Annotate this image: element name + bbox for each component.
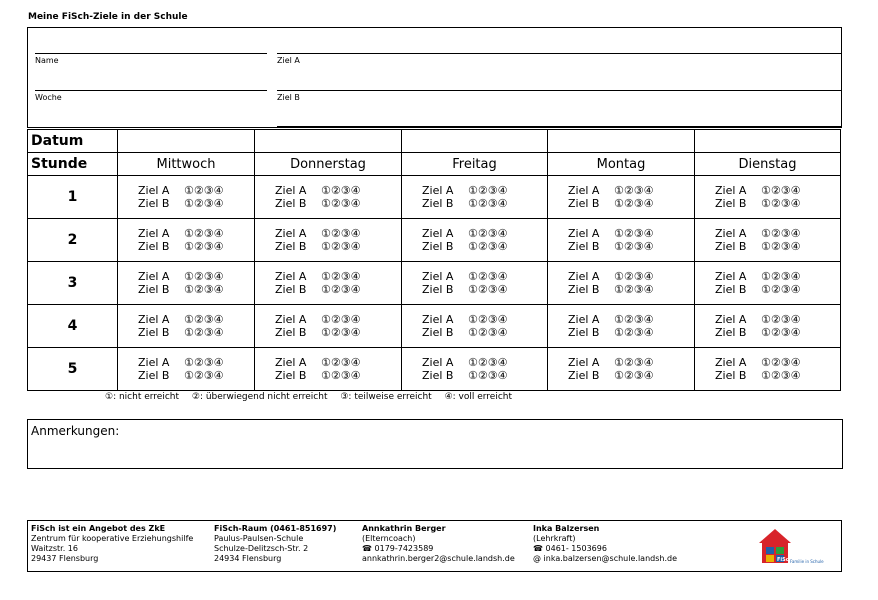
rating-scale[interactable]: ①②③④ xyxy=(761,227,801,240)
ziel-a-rating[interactable] xyxy=(548,356,694,369)
hour-row xyxy=(28,262,841,305)
rating-scale[interactable]: ①②③④ xyxy=(761,356,801,369)
rating-scale[interactable]: ①②③④ xyxy=(761,270,801,283)
footer-line: (Lehrkraft) xyxy=(533,534,576,543)
rating-scale[interactable]: ①②③④ xyxy=(321,313,361,326)
goal-label: Ziel A xyxy=(568,356,600,369)
name-label: Name xyxy=(35,56,59,65)
goal-label: Ziel A xyxy=(568,313,600,326)
ziel-a-label: Ziel A xyxy=(277,56,300,65)
footer-email[interactable]: @ inka.balzersen@schule.landsh.de xyxy=(533,554,677,563)
datum-row xyxy=(28,130,841,153)
ziel-a-rating[interactable] xyxy=(548,313,694,326)
rating-scale[interactable]: ①②③④ xyxy=(614,197,654,210)
legend-item: ①: nicht erreicht xyxy=(105,392,180,402)
ziel-a-rating[interactable] xyxy=(118,270,254,283)
footer-col-zke xyxy=(31,524,193,564)
rating-scale[interactable]: ①②③④ xyxy=(321,283,361,296)
goal-label: Ziel A xyxy=(422,356,454,369)
ziel-b-rating[interactable] xyxy=(255,283,401,296)
ziel-b-rating[interactable] xyxy=(402,369,547,382)
goal-rating-cell xyxy=(402,219,548,262)
goal-rating-cell xyxy=(548,305,695,348)
rating-scale[interactable]: ①②③④ xyxy=(468,270,508,283)
footer-line: Annkathrin Berger xyxy=(362,524,446,533)
ziel-b-rating[interactable] xyxy=(695,197,840,210)
goal-label: Ziel B xyxy=(138,240,170,253)
goal-rating-cell xyxy=(255,262,402,305)
legend-item: ③: teilweise erreicht xyxy=(340,392,432,402)
ziel-b-rating[interactable] xyxy=(548,369,694,382)
goal-label: Ziel A xyxy=(422,227,454,240)
woche-line[interactable] xyxy=(35,90,267,91)
goal-label: Ziel A xyxy=(275,227,307,240)
footer-line: Inka Balzersen xyxy=(533,524,600,533)
goal-label: Ziel A xyxy=(715,313,747,326)
goal-label: Ziel B xyxy=(715,369,747,382)
ziel-b-rating[interactable] xyxy=(402,326,547,339)
rating-scale[interactable]: ①②③④ xyxy=(468,240,508,253)
goal-label: Ziel A xyxy=(138,270,170,283)
goal-label: Ziel B xyxy=(275,283,307,296)
rating-scale[interactable]: ①②③④ xyxy=(468,197,508,210)
ziel-b-line-2[interactable] xyxy=(277,126,842,127)
rating-scale[interactable]: ①②③④ xyxy=(468,283,508,296)
rating-scale[interactable]: ①②③④ xyxy=(184,326,224,339)
rating-scale[interactable]: ①②③④ xyxy=(468,369,508,382)
footer xyxy=(27,520,842,572)
day-header: Montag xyxy=(548,153,695,176)
hour-number: 2 xyxy=(28,219,118,262)
hour-number: 3 xyxy=(28,262,118,305)
ziel-b-line[interactable] xyxy=(277,90,842,91)
rating-scale[interactable]: ①②③④ xyxy=(468,326,508,339)
house-logo-icon xyxy=(753,525,831,567)
footer-line: Schulze-Delitzsch-Str. 2 xyxy=(214,544,309,553)
svg-text:FiSch: FiSch xyxy=(777,557,793,563)
rating-scale[interactable]: ①②③④ xyxy=(614,326,654,339)
schedule-table xyxy=(27,129,841,391)
ziel-a-rating[interactable] xyxy=(118,313,254,326)
ziel-a-rating[interactable] xyxy=(548,270,694,283)
goal-rating-cell xyxy=(255,219,402,262)
rating-scale[interactable]: ①②③④ xyxy=(321,270,361,283)
goal-label: Ziel A xyxy=(138,184,170,197)
ziel-b-rating[interactable] xyxy=(695,326,840,339)
goal-rating-cell xyxy=(118,348,255,391)
remarks-label: Anmerkungen: xyxy=(31,424,120,438)
footer-line: 24934 Flensburg xyxy=(214,554,282,563)
ziel-b-rating[interactable] xyxy=(118,283,254,296)
footer-col-balzersen xyxy=(533,524,677,564)
stunde-label: Stunde xyxy=(28,153,118,176)
hour-number: 4 xyxy=(28,305,118,348)
goal-label: Ziel B xyxy=(422,326,454,339)
goal-label: Ziel B xyxy=(275,326,307,339)
goal-rating-cell xyxy=(255,176,402,219)
rating-scale[interactable]: ①②③④ xyxy=(614,227,654,240)
hour-rows xyxy=(28,176,841,391)
day-header: Mittwoch xyxy=(118,153,255,176)
date-cell[interactable] xyxy=(255,130,402,153)
goal-label: Ziel B xyxy=(715,283,747,296)
goal-label: Ziel A xyxy=(275,270,307,283)
goal-rating-cell xyxy=(695,305,841,348)
rating-scale[interactable]: ①②③④ xyxy=(184,184,224,197)
ziel-a-rating[interactable] xyxy=(402,313,547,326)
ziel-a-rating[interactable] xyxy=(118,184,254,197)
rating-scale[interactable]: ①②③④ xyxy=(614,356,654,369)
goal-label: Ziel B xyxy=(422,369,454,382)
ziel-a-rating[interactable] xyxy=(255,313,401,326)
goal-label: Ziel B xyxy=(422,240,454,253)
ziel-b-rating[interactable] xyxy=(255,369,401,382)
goal-label: Ziel B xyxy=(275,369,307,382)
goal-rating-cell xyxy=(118,305,255,348)
rating-scale[interactable]: ①②③④ xyxy=(614,240,654,253)
goal-rating-cell xyxy=(402,262,548,305)
ziel-b-rating[interactable] xyxy=(118,326,254,339)
goal-rating-cell xyxy=(695,219,841,262)
rating-scale[interactable]: ①②③④ xyxy=(468,184,508,197)
header-box xyxy=(27,27,842,128)
footer-line: Zentrum für kooperative Erziehungshilfe xyxy=(31,534,194,543)
ziel-a-rating[interactable] xyxy=(695,313,840,326)
ziel-b-rating[interactable] xyxy=(255,197,401,210)
ziel-b-rating[interactable] xyxy=(402,240,547,253)
ziel-a-rating[interactable] xyxy=(118,227,254,240)
date-cell[interactable] xyxy=(695,130,841,153)
goal-rating-cell xyxy=(548,262,695,305)
goal-label: Ziel A xyxy=(138,356,170,369)
day-header: Freitag xyxy=(402,153,548,176)
rating-scale[interactable]: ①②③④ xyxy=(761,326,801,339)
rating-scale[interactable]: ①②③④ xyxy=(761,240,801,253)
ziel-b-rating[interactable] xyxy=(548,240,694,253)
rating-scale[interactable]: ①②③④ xyxy=(184,313,224,326)
goal-label: Ziel B xyxy=(138,283,170,296)
goal-label: Ziel A xyxy=(715,227,747,240)
goal-label: Ziel B xyxy=(275,240,307,253)
ziel-b-rating[interactable] xyxy=(695,369,840,382)
footer-line: (Elterncoach) xyxy=(362,534,416,543)
rating-scale[interactable]: ①②③④ xyxy=(321,326,361,339)
ziel-b-rating[interactable] xyxy=(402,197,547,210)
goal-label: Ziel A xyxy=(138,227,170,240)
date-cell[interactable] xyxy=(402,130,548,153)
footer-line: FiSch ist ein Angebot des ZkE xyxy=(31,524,166,533)
footer-col-fisch-raum xyxy=(214,524,336,564)
hour-row xyxy=(28,176,841,219)
date-cell[interactable] xyxy=(118,130,255,153)
goal-rating-cell xyxy=(695,348,841,391)
goal-label: Ziel A xyxy=(422,184,454,197)
ziel-b-rating[interactable] xyxy=(695,240,840,253)
goal-rating-cell xyxy=(402,348,548,391)
rating-scale[interactable]: ①②③④ xyxy=(184,369,224,382)
footer-line: ☎ 0179-7423589 xyxy=(362,544,434,553)
ziel-a-rating[interactable] xyxy=(402,356,547,369)
rating-scale[interactable]: ①②③④ xyxy=(321,227,361,240)
footer-line: Waitzstr. 16 xyxy=(31,544,78,553)
goal-rating-cell xyxy=(118,262,255,305)
rating-scale[interactable]: ①②③④ xyxy=(614,184,654,197)
ziel-a-rating[interactable] xyxy=(118,356,254,369)
goal-rating-cell xyxy=(255,348,402,391)
ziel-b-rating[interactable] xyxy=(118,240,254,253)
footer-line: 29437 Flensburg xyxy=(31,554,99,563)
goal-label: Ziel A xyxy=(275,184,307,197)
goal-label: Ziel A xyxy=(715,356,747,369)
ziel-b-rating[interactable] xyxy=(548,326,694,339)
hour-number: 5 xyxy=(28,348,118,391)
ziel-b-rating[interactable] xyxy=(118,369,254,382)
goal-label: Ziel B xyxy=(568,326,600,339)
footer-email[interactable]: annkathrin.berger2@schule.landsh.de xyxy=(362,554,515,563)
goal-label: Ziel A xyxy=(275,313,307,326)
rating-scale[interactable]: ①②③④ xyxy=(468,227,508,240)
day-header: Donnerstag xyxy=(255,153,402,176)
rating-scale[interactable]: ①②③④ xyxy=(761,197,801,210)
goal-label: Ziel B xyxy=(422,283,454,296)
goal-rating-cell xyxy=(402,305,548,348)
goal-rating-cell xyxy=(402,176,548,219)
goal-label: Ziel B xyxy=(138,326,170,339)
goal-label: Ziel B xyxy=(275,197,307,210)
ziel-b-rating[interactable] xyxy=(402,283,547,296)
day-header: Dienstag xyxy=(695,153,841,176)
goal-rating-cell xyxy=(695,176,841,219)
legend-item: ④: voll erreicht xyxy=(444,392,513,402)
ziel-a-rating[interactable] xyxy=(548,227,694,240)
rating-scale[interactable]: ①②③④ xyxy=(614,369,654,382)
rating-scale[interactable]: ①②③④ xyxy=(184,270,224,283)
ziel-a-line[interactable] xyxy=(277,53,842,54)
rating-scale[interactable]: ①②③④ xyxy=(614,313,654,326)
rating-scale[interactable]: ①②③④ xyxy=(184,197,224,210)
ziel-b-rating[interactable] xyxy=(118,197,254,210)
datum-label: Datum xyxy=(28,130,118,153)
ziel-a-rating[interactable] xyxy=(695,270,840,283)
goal-rating-cell xyxy=(548,176,695,219)
rating-scale[interactable]: ①②③④ xyxy=(184,356,224,369)
goal-rating-cell xyxy=(548,348,695,391)
ziel-a-rating[interactable] xyxy=(255,356,401,369)
footer-col-berger xyxy=(362,524,515,564)
goal-label: Ziel A xyxy=(568,227,600,240)
ziel-a-rating[interactable] xyxy=(695,356,840,369)
footer-line: Paulus-Paulsen-Schule xyxy=(214,534,304,543)
goal-rating-cell xyxy=(548,219,695,262)
ziel-a-rating[interactable] xyxy=(255,184,401,197)
rating-scale[interactable]: ①②③④ xyxy=(321,356,361,369)
ziel-a-rating[interactable] xyxy=(548,184,694,197)
goal-rating-cell xyxy=(695,262,841,305)
document-title: Meine FiSch-Ziele in der Schule xyxy=(28,12,188,22)
rating-scale[interactable]: ①②③④ xyxy=(614,270,654,283)
fisch-logo xyxy=(753,525,831,567)
goal-rating-cell xyxy=(118,219,255,262)
rating-scale[interactable]: ①②③④ xyxy=(321,369,361,382)
rating-scale[interactable]: ①②③④ xyxy=(761,184,801,197)
rating-scale[interactable]: ①②③④ xyxy=(321,184,361,197)
goal-label: Ziel B xyxy=(568,283,600,296)
ziel-b-rating[interactable] xyxy=(255,326,401,339)
rating-scale[interactable]: ①②③④ xyxy=(184,227,224,240)
ziel-a-rating[interactable] xyxy=(402,270,547,283)
goal-label: Ziel A xyxy=(422,270,454,283)
day-row xyxy=(28,153,841,176)
goal-label: Ziel B xyxy=(715,240,747,253)
goal-rating-cell xyxy=(255,305,402,348)
footer-line: FiSch-Raum (0461-851697) xyxy=(214,524,337,533)
ziel-b-rating[interactable] xyxy=(695,283,840,296)
ziel-a-rating[interactable] xyxy=(255,227,401,240)
goal-label: Ziel A xyxy=(568,184,600,197)
ziel-a-rating[interactable] xyxy=(402,227,547,240)
rating-scale[interactable]: ①②③④ xyxy=(321,240,361,253)
ziel-a-rating[interactable] xyxy=(255,270,401,283)
goal-label: Ziel B xyxy=(568,197,600,210)
ziel-b-label: Ziel B xyxy=(277,93,300,102)
hour-row xyxy=(28,219,841,262)
ziel-a-rating[interactable] xyxy=(695,184,840,197)
hour-row xyxy=(28,305,841,348)
rating-scale[interactable]: ①②③④ xyxy=(184,283,224,296)
woche-label: Woche xyxy=(35,93,62,102)
ziel-b-rating[interactable] xyxy=(255,240,401,253)
ziel-a-rating[interactable] xyxy=(695,227,840,240)
goal-label: Ziel B xyxy=(715,326,747,339)
goal-label: Ziel B xyxy=(715,197,747,210)
ziel-b-rating[interactable] xyxy=(548,197,694,210)
rating-scale[interactable]: ①②③④ xyxy=(761,313,801,326)
goal-label: Ziel A xyxy=(715,184,747,197)
goal-label: Ziel B xyxy=(568,369,600,382)
rating-scale[interactable]: ①②③④ xyxy=(321,197,361,210)
legend xyxy=(105,392,522,402)
footer-line: ☎ 0461- 1503696 xyxy=(533,544,607,553)
ziel-a-rating[interactable] xyxy=(402,184,547,197)
goal-label: Ziel B xyxy=(568,240,600,253)
rating-scale[interactable]: ①②③④ xyxy=(468,356,508,369)
goal-rating-cell xyxy=(118,176,255,219)
rating-scale[interactable]: ①②③④ xyxy=(614,283,654,296)
goal-label: Ziel A xyxy=(422,313,454,326)
goal-label: Ziel B xyxy=(138,369,170,382)
legend-item: ②: überwiegend nicht erreicht xyxy=(191,392,328,402)
rating-scale[interactable]: ①②③④ xyxy=(761,283,801,296)
rating-scale[interactable]: ①②③④ xyxy=(468,313,508,326)
goal-label: Ziel A xyxy=(138,313,170,326)
name-line[interactable] xyxy=(35,53,267,54)
remarks-box[interactable] xyxy=(27,419,843,469)
goal-label: Ziel B xyxy=(138,197,170,210)
rating-scale[interactable]: ①②③④ xyxy=(761,369,801,382)
ziel-b-rating[interactable] xyxy=(548,283,694,296)
date-cell[interactable] xyxy=(548,130,695,153)
hour-row xyxy=(28,348,841,391)
goal-label: Ziel A xyxy=(275,356,307,369)
goal-label: Ziel A xyxy=(568,270,600,283)
rating-scale[interactable]: ①②③④ xyxy=(184,240,224,253)
hour-number: 1 xyxy=(28,176,118,219)
goal-label: Ziel B xyxy=(422,197,454,210)
goal-label: Ziel A xyxy=(715,270,747,283)
svg-text:Familie in Schule: Familie in Schule xyxy=(790,559,824,564)
